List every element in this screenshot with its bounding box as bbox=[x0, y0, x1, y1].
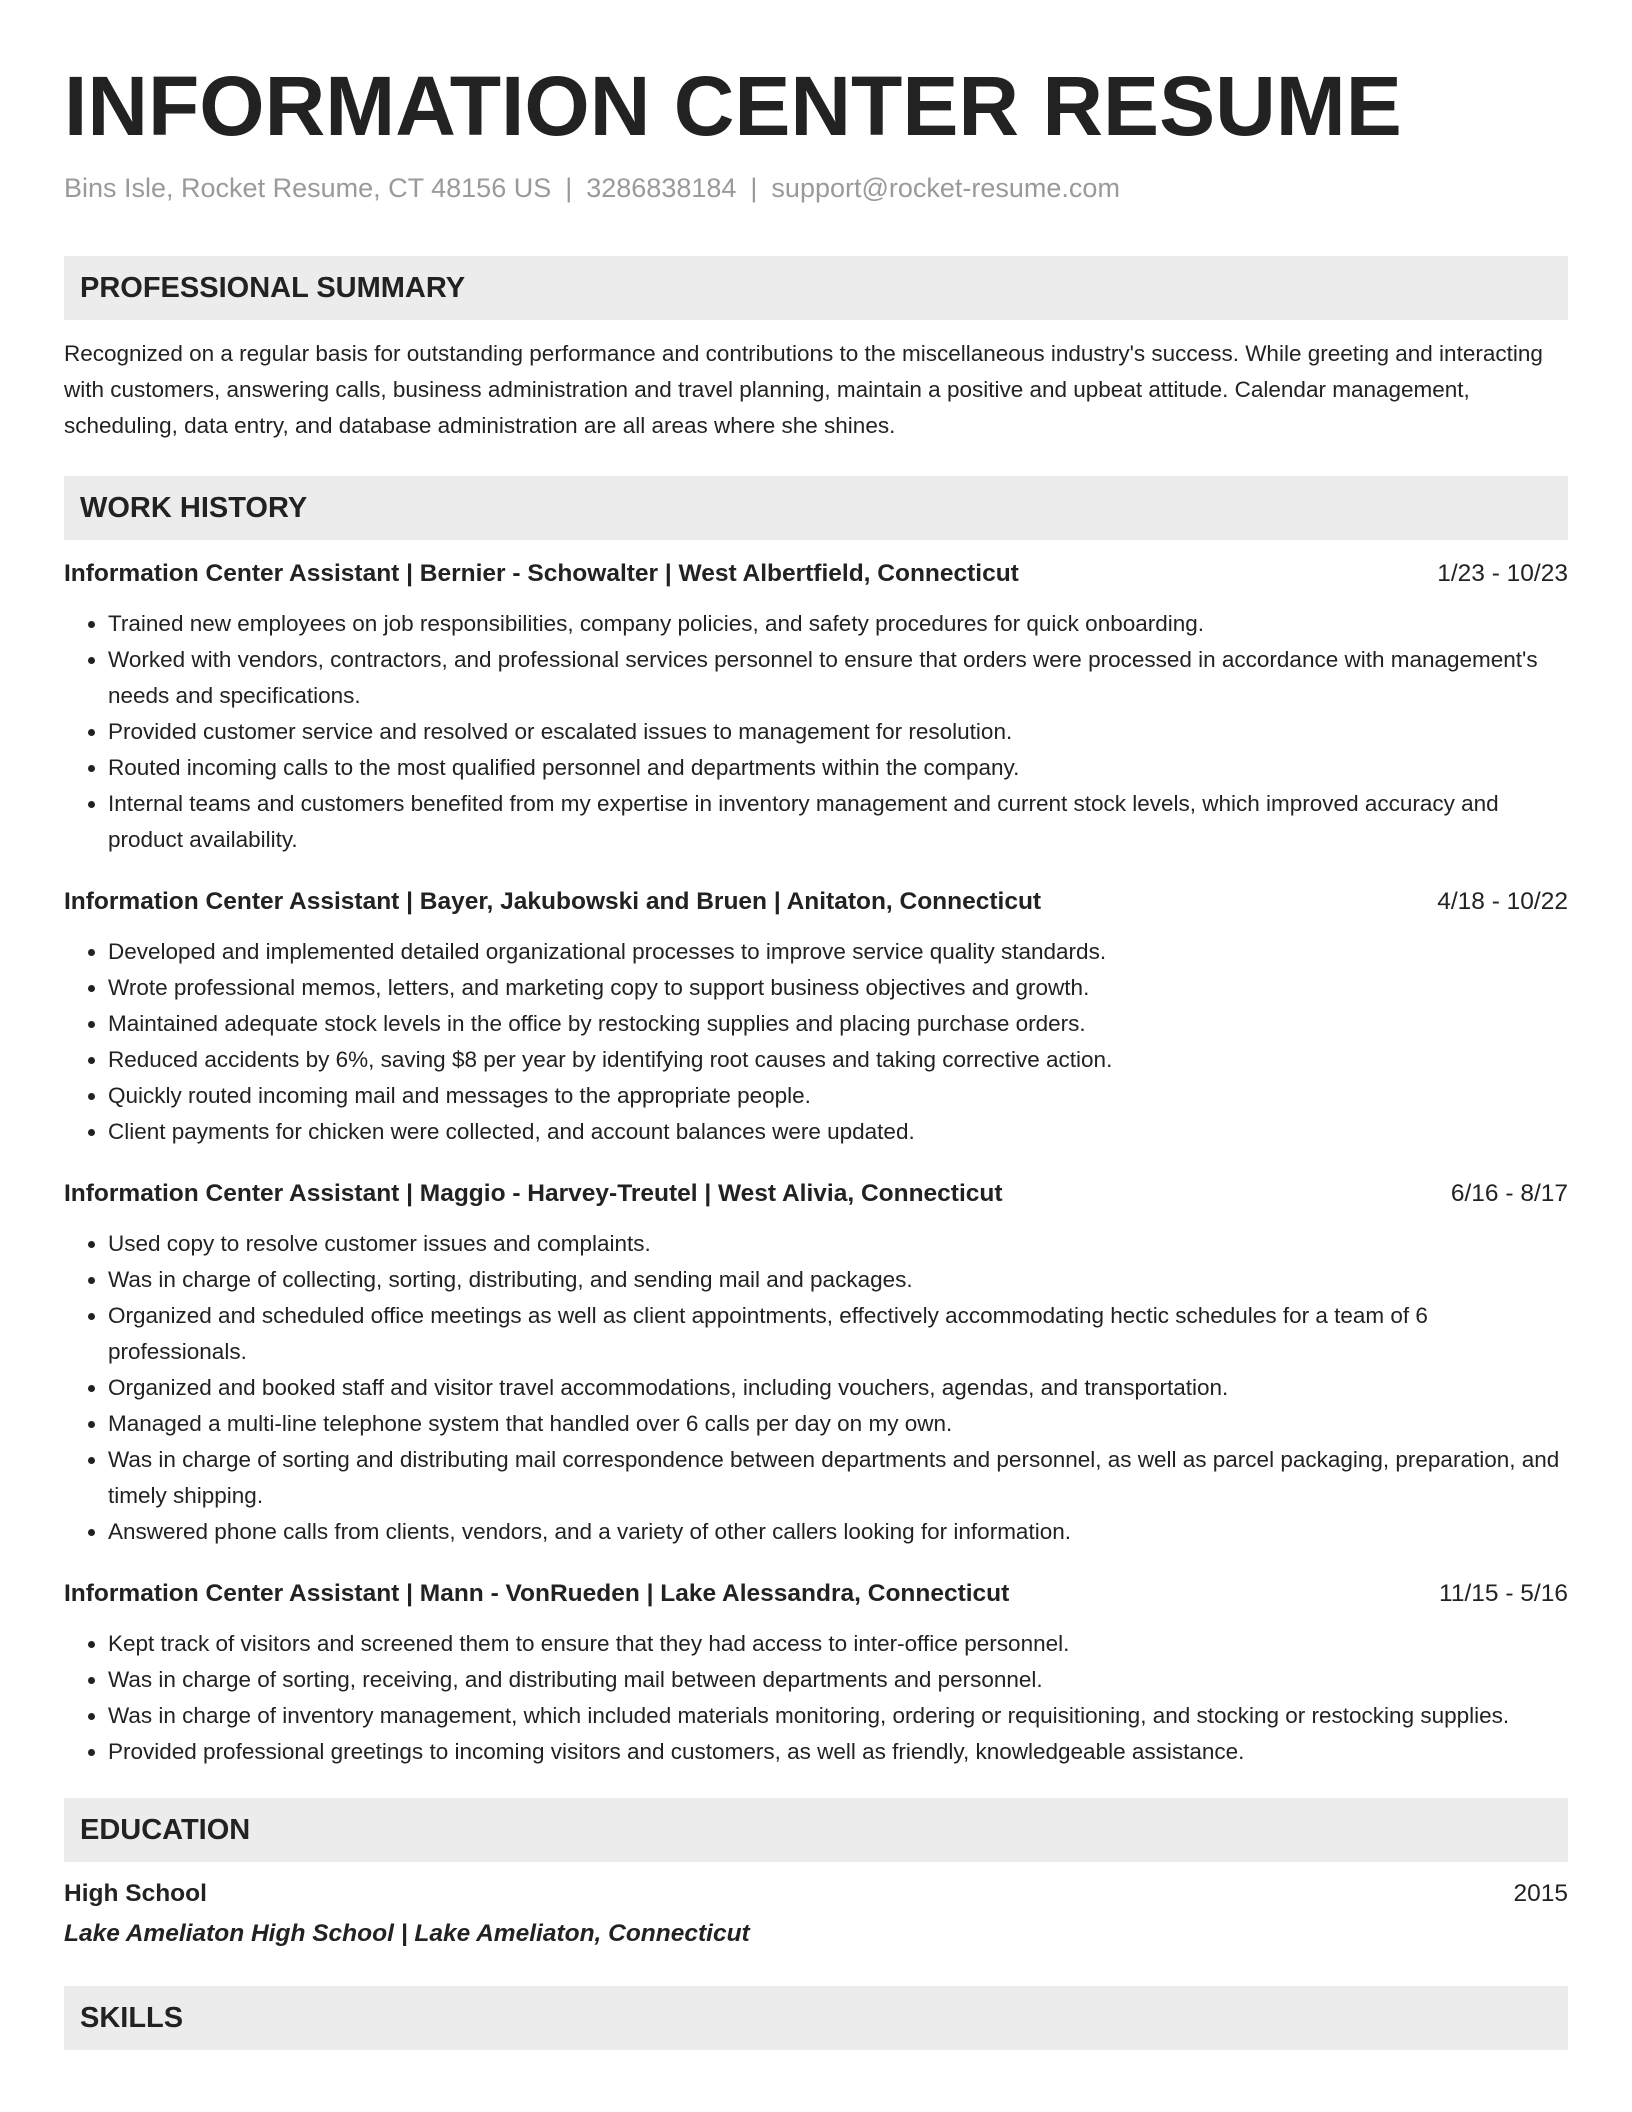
job-bullets bbox=[64, 1626, 1568, 1770]
job-dates: 6/16 - 8/17 bbox=[1450, 1180, 1568, 1207]
job-bullet: • Was in charge of sorting and distributing mail correspondence between departments and personnel, as well as parcel packaging, preparation, and timely shipping. bbox=[108, 1442, 1568, 1514]
job-bullet: • Maintained adequate stock levels in the office by restocking supplies and placing purchase orders. bbox=[108, 1006, 1568, 1042]
job-header bbox=[64, 884, 1568, 920]
contact-separator: | bbox=[565, 173, 573, 203]
job-title: Information Center Assistant | Mann - VonRueden | Lake Alessandra, Connecticut bbox=[64, 1580, 1010, 1607]
job-header bbox=[64, 1176, 1568, 1212]
education-degree: High School bbox=[64, 1880, 207, 1907]
job-bullet: • Kept track of visitors and screened them to ensure that they had access to inter-office personnel. bbox=[108, 1626, 1568, 1662]
job-title: Information Center Assistant | Bernier - Schowalter | West Albertfield, Connecticut bbox=[64, 560, 1019, 587]
job-bullets bbox=[64, 606, 1568, 858]
summary-heading: PROFESSIONAL SUMMARY bbox=[64, 256, 1568, 320]
job-bullet: • Client payments for chicken were collected, and account balances were updated. bbox=[108, 1114, 1568, 1150]
education-heading: EDUCATION bbox=[64, 1798, 1568, 1862]
job-header bbox=[64, 1576, 1568, 1612]
job-dates: 11/15 - 5/16 bbox=[1439, 1580, 1568, 1607]
job-bullet: • Internal teams and customers benefited from my expertise in inventory management and current stock levels, which improved accuracy and product availability. bbox=[108, 786, 1568, 858]
job-bullets bbox=[64, 1226, 1568, 1550]
job-bullet: • Was in charge of inventory management, which included materials monitoring, ordering or requisitioning, and stocking or restocking supplies. bbox=[108, 1698, 1568, 1734]
job-bullet: • Organized and scheduled office meetings as well as client appointments, effectively accommodating hectic schedules for a team of 6 professionals. bbox=[108, 1298, 1568, 1370]
job-entry bbox=[64, 556, 1568, 858]
contact-phone: 3286838184 bbox=[586, 173, 737, 203]
job-entry bbox=[64, 1176, 1568, 1550]
job-bullet: • Reduced accidents by 6%, saving $8 per year by identifying root causes and taking corrective action. bbox=[108, 1042, 1568, 1078]
education-school: Lake Ameliaton High School | Lake Ameliaton, Connecticut bbox=[64, 1920, 750, 1947]
job-bullet: • Quickly routed incoming mail and messages to the appropriate people. bbox=[108, 1078, 1568, 1114]
contact-separator: | bbox=[750, 173, 758, 203]
job-bullet: • Answered phone calls from clients, vendors, and a variety of other callers looking for information. bbox=[108, 1514, 1568, 1550]
job-bullet: • Worked with vendors, contractors, and professional services personnel to ensure that orders were processed in accordance with management's needs and specifications. bbox=[108, 642, 1568, 714]
job-bullets bbox=[64, 934, 1568, 1150]
contact-email: support@rocket-resume.com bbox=[771, 173, 1120, 203]
job-bullet: • Was in charge of sorting, receiving, and distributing mail between departments and personnel. bbox=[108, 1662, 1568, 1698]
job-bullet: • Wrote professional memos, letters, and marketing copy to support business objectives and growth. bbox=[108, 970, 1568, 1006]
job-dates: 1/23 - 10/23 bbox=[1437, 560, 1568, 587]
job-bullet: • Developed and implemented detailed organizational processes to improve service quality standards. bbox=[108, 934, 1568, 970]
education-row bbox=[64, 1876, 1568, 1912]
job-title: Information Center Assistant | Maggio - Harvey-Treutel | West Alivia, Connecticut bbox=[64, 1180, 1003, 1207]
work-history-heading: WORK HISTORY bbox=[64, 476, 1568, 540]
education-year: 2015 bbox=[1513, 1880, 1568, 1907]
job-bullet: • Organized and booked staff and visitor travel accommodations, including vouchers, agendas, and transportation. bbox=[108, 1370, 1568, 1406]
job-bullet: • Provided customer service and resolved or escalated issues to management for resolution. bbox=[108, 714, 1568, 750]
summary-text: Recognized on a regular basis for outstanding performance and contributions to the miscellaneous industry's success. While greeting and interacting with customers, answering calls, business administration and travel planning, maintain a positive and upbeat attitude. Calendar management, scheduling, data entry, and database administration are all areas where she shines. bbox=[64, 341, 1543, 438]
contact-line bbox=[64, 170, 1568, 206]
job-bullet: • Routed incoming calls to the most qualified personnel and departments within the company. bbox=[108, 750, 1568, 786]
resume-title: INFORMATION CENTER RESUME bbox=[64, 59, 1402, 153]
job-bullet: • Was in charge of collecting, sorting, distributing, and sending mail and packages. bbox=[108, 1262, 1568, 1298]
job-bullet: • Provided professional greetings to incoming visitors and customers, as well as friendly, knowledgeable assistance. bbox=[108, 1734, 1568, 1770]
job-entry bbox=[64, 884, 1568, 1150]
job-bullet: • Managed a multi-line telephone system that handled over 6 calls per day on my own. bbox=[108, 1406, 1568, 1442]
job-dates: 4/18 - 10/22 bbox=[1437, 888, 1568, 915]
job-bullet: • Trained new employees on job responsibilities, company policies, and safety procedures for quick onboarding. bbox=[108, 606, 1568, 642]
job-bullet: • Used copy to resolve customer issues and complaints. bbox=[108, 1226, 1568, 1262]
job-entry bbox=[64, 1576, 1568, 1770]
contact-address: Bins Isle, Rocket Resume, CT 48156 US bbox=[64, 173, 552, 203]
skills-heading: SKILLS bbox=[64, 1986, 1568, 2050]
job-title: Information Center Assistant | Bayer, Jakubowski and Bruen | Anitaton, Connecticut bbox=[64, 888, 1042, 915]
job-header bbox=[64, 556, 1568, 592]
